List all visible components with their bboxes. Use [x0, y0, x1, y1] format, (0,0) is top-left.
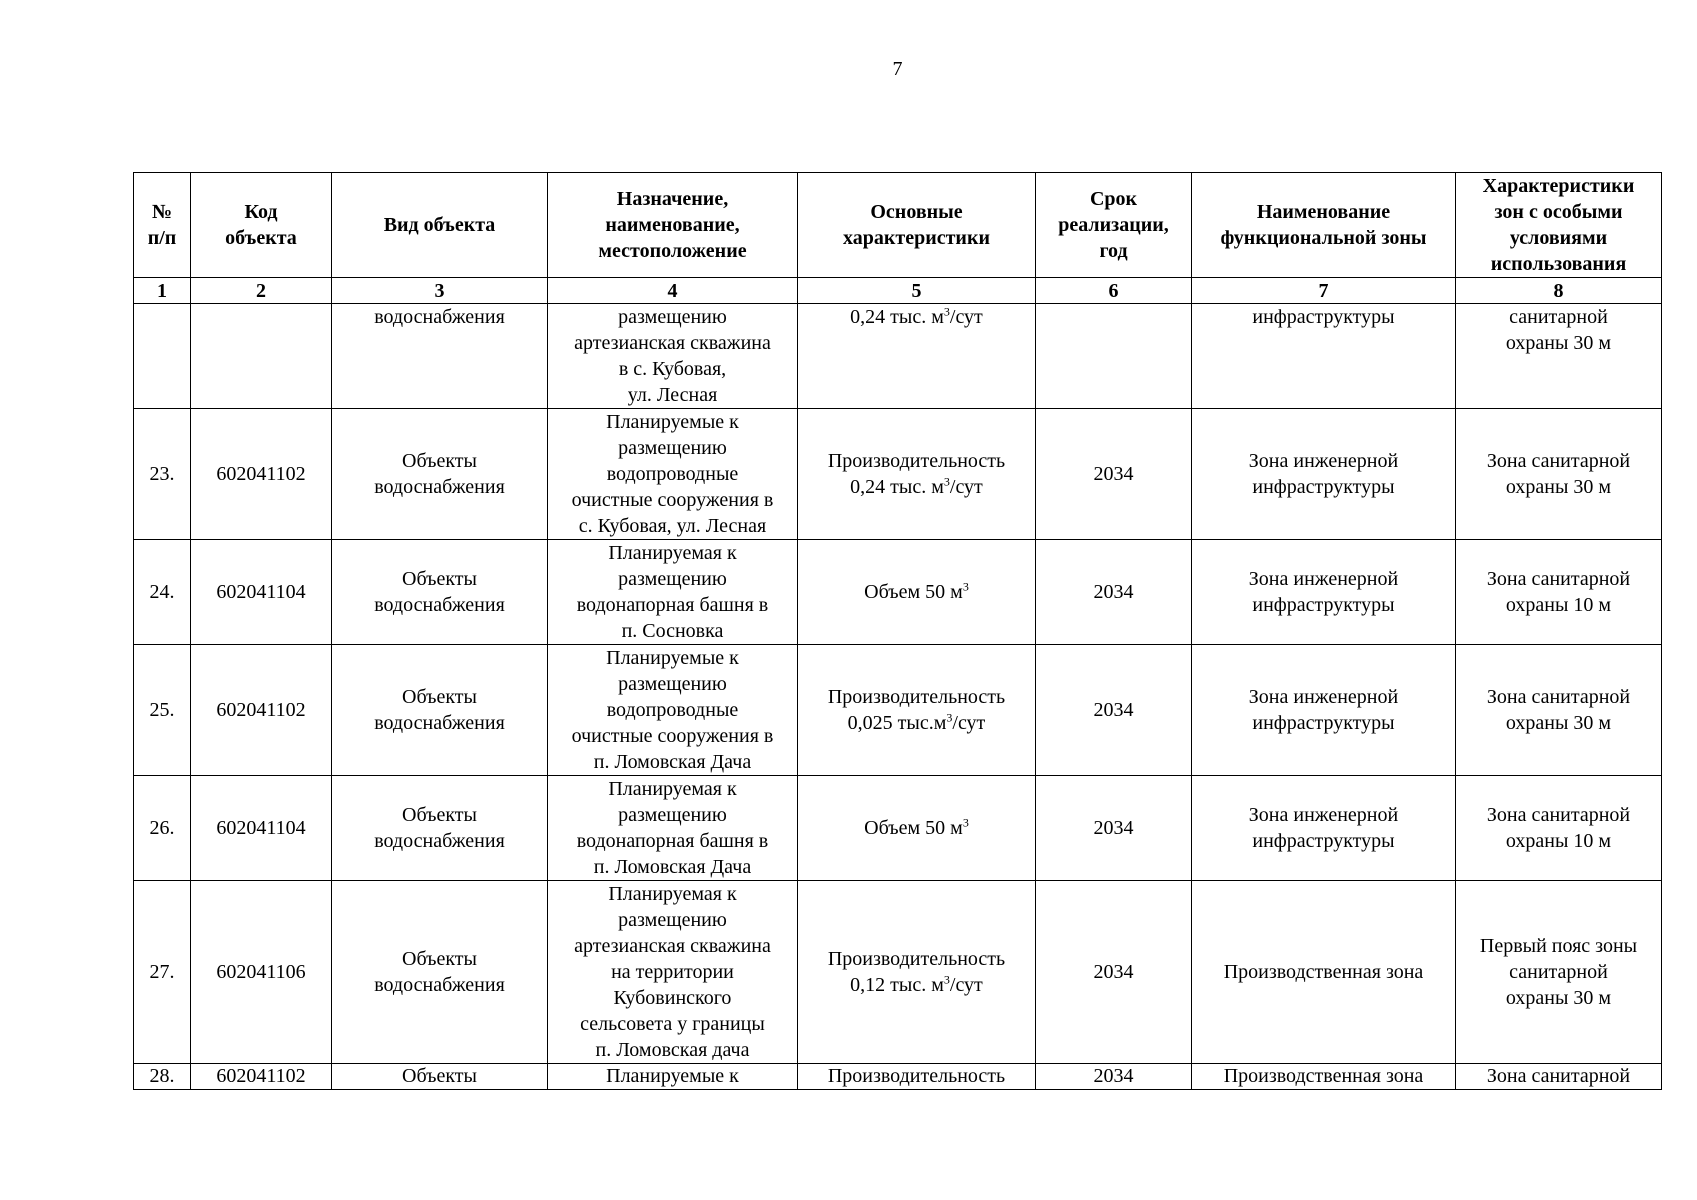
- table-row: [134, 776, 1662, 881]
- realization-year: [1036, 304, 1192, 409]
- header-special-zones: Характеристики зон с особыми условиями использования: [1456, 173, 1662, 278]
- row-number: 25.: [134, 645, 191, 776]
- row-number: [134, 304, 191, 409]
- object-code: 602041102: [191, 409, 332, 540]
- object-type: Объекты: [332, 1064, 548, 1090]
- special-zone: Зона санитарной охраны 30 м: [1456, 645, 1662, 776]
- special-zone: Зона санитарной: [1456, 1064, 1662, 1090]
- object-code: 602041106: [191, 881, 332, 1064]
- row-number: 27.: [134, 881, 191, 1064]
- table-row: [134, 304, 1662, 409]
- header-number: № п/п: [134, 173, 191, 278]
- object-characteristics: 0,24 тыс. $м^3$/сут: [798, 304, 1036, 409]
- object-type: Объекты водоснабжения: [332, 776, 548, 881]
- column-number: 5: [798, 278, 1036, 304]
- objects-table: [133, 172, 1662, 1090]
- column-number: 7: [1192, 278, 1456, 304]
- object-type: Объекты водоснабжения: [332, 881, 548, 1064]
- realization-year: 2034: [1036, 409, 1192, 540]
- page-number: 7: [892, 58, 903, 80]
- column-number-row: [134, 278, 1662, 304]
- realization-year: 2034: [1036, 881, 1192, 1064]
- object-type: Объекты водоснабжения: [332, 645, 548, 776]
- table-row: [134, 1064, 1662, 1090]
- object-code: 602041104: [191, 540, 332, 645]
- header-purpose: Назначение, наименование, местоположение: [548, 173, 798, 278]
- row-number: 28.: [134, 1064, 191, 1090]
- functional-zone: Зона инженерной инфраструктуры: [1192, 776, 1456, 881]
- header-code: Код объекта: [191, 173, 332, 278]
- table-row: [134, 881, 1662, 1064]
- row-number: 24.: [134, 540, 191, 645]
- table-row: [134, 540, 1662, 645]
- functional-zone: Зона инженерной инфраструктуры: [1192, 540, 1456, 645]
- object-characteristics: Объем 50 $м^3$: [798, 776, 1036, 881]
- special-zone: санитарной охраны 30 м: [1456, 304, 1662, 409]
- object-type: водоснабжения: [332, 304, 548, 409]
- table-row: [134, 409, 1662, 540]
- header-row: [134, 173, 1662, 278]
- object-code: 602041102: [191, 1064, 332, 1090]
- functional-zone: инфраструктуры: [1192, 304, 1456, 409]
- object-code: [191, 304, 332, 409]
- object-purpose: Планируемые к: [548, 1064, 798, 1090]
- special-zone: Зона санитарной охраны 10 м: [1456, 540, 1662, 645]
- realization-year: 2034: [1036, 540, 1192, 645]
- object-characteristics: Производительность 0,24 тыс. $м^3$/сут: [798, 409, 1036, 540]
- object-purpose: размещению артезианская скважина в с. Кубовая, ул. Лесная: [548, 304, 798, 409]
- realization-year: 2034: [1036, 1064, 1192, 1090]
- object-characteristics: Производительность: [798, 1064, 1036, 1090]
- column-number: 2: [191, 278, 332, 304]
- table-row: [134, 645, 1662, 776]
- functional-zone: Зона инженерной инфраструктуры: [1192, 645, 1456, 776]
- column-number: 6: [1036, 278, 1192, 304]
- special-zone: Зона санитарной охраны 10 м: [1456, 776, 1662, 881]
- object-code: 602041102: [191, 645, 332, 776]
- object-characteristics: Производительность 0,12 тыс. $м^3$/сут: [798, 881, 1036, 1064]
- row-number: 23.: [134, 409, 191, 540]
- object-purpose: Планируемая к размещению артезианская скважина на территории Кубовинского сельсовета у границы п. Ломовская дача: [548, 881, 798, 1064]
- object-purpose: Планируемая к размещению водонапорная башня в п. Ломовская Дача: [548, 776, 798, 881]
- object-purpose: Планируемые к размещению водопроводные очистные сооружения в с. Кубовая, ул. Лесная: [548, 409, 798, 540]
- header-object-type: Вид объекта: [332, 173, 548, 278]
- column-number: 1: [134, 278, 191, 304]
- header-characteristics: Основные характеристики: [798, 173, 1036, 278]
- object-type: Объекты водоснабжения: [332, 409, 548, 540]
- object-characteristics: Производительность 0,025 $тыс.м^3$/сут: [798, 645, 1036, 776]
- functional-zone: Производственная зона: [1192, 1064, 1456, 1090]
- object-purpose: Планируемые к размещению водопроводные очистные сооружения в п. Ломовская Дача: [548, 645, 798, 776]
- special-zone: Зона санитарной охраны 30 м: [1456, 409, 1662, 540]
- column-number: 4: [548, 278, 798, 304]
- header-functional-zone: Наименование функциональной зоны: [1192, 173, 1456, 278]
- header-term: Срок реализации, год: [1036, 173, 1192, 278]
- object-code: 602041104: [191, 776, 332, 881]
- column-number: 3: [332, 278, 548, 304]
- special-zone: Первый пояс зоны санитарной охраны 30 м: [1456, 881, 1662, 1064]
- realization-year: 2034: [1036, 645, 1192, 776]
- object-type: Объекты водоснабжения: [332, 540, 548, 645]
- object-purpose: Планируемая к размещению водонапорная башня в п. Сосновка: [548, 540, 798, 645]
- row-number: 26.: [134, 776, 191, 881]
- functional-zone: Производственная зона: [1192, 881, 1456, 1064]
- object-characteristics: Объем 50 $м^3$: [798, 540, 1036, 645]
- realization-year: 2034: [1036, 776, 1192, 881]
- functional-zone: Зона инженерной инфраструктуры: [1192, 409, 1456, 540]
- column-number: 8: [1456, 278, 1662, 304]
